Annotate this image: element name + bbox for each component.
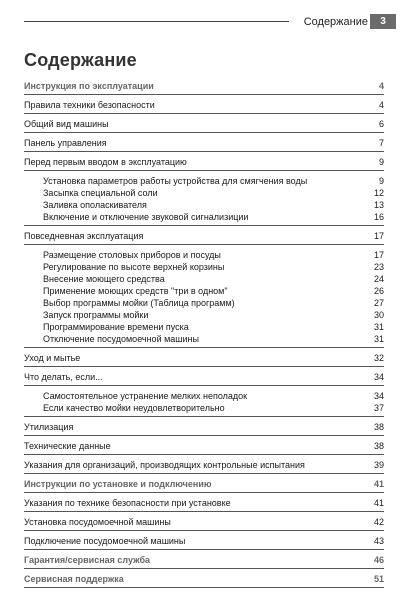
toc-entry [24, 497, 384, 509]
toc-subentry [24, 261, 384, 273]
toc-label: Сервисная поддержка [24, 574, 124, 584]
toc-label: Повседневная эксплуатация [24, 231, 144, 241]
toc-subentry [24, 249, 384, 261]
toc-page-number: 51 [373, 574, 384, 584]
toc-label: Инструкция по эксплуатации [24, 81, 154, 91]
toc-subentry [24, 309, 384, 321]
toc-page-number: 7 [378, 138, 384, 148]
toc-entry [24, 440, 384, 452]
toc-section [24, 554, 384, 566]
toc-subentry [24, 333, 384, 345]
toc-divider [24, 151, 384, 152]
toc-page-number: 16 [373, 212, 384, 222]
toc-page-number: 23 [373, 262, 384, 272]
toc-subentry [24, 285, 384, 297]
toc-entry [24, 118, 384, 130]
toc-label: Технические данные [24, 441, 111, 451]
header-rule [24, 21, 289, 22]
page-header [0, 14, 420, 32]
toc-divider [24, 549, 384, 550]
toc-page-number: 6 [378, 119, 384, 129]
header-title: Содержание [303, 16, 368, 28]
toc-entry [24, 459, 384, 471]
toc-label: Регулирование по высоте верхней корзины [43, 262, 225, 272]
toc-page-number: 13 [373, 200, 384, 210]
toc-page-number: 43 [373, 536, 384, 546]
toc-label: Гарантия/сервисная служба [24, 555, 151, 565]
toc-divider [24, 435, 384, 436]
toc-divider [24, 366, 384, 367]
toc-entry [24, 99, 384, 111]
toc-label: Что делать, если... [24, 372, 103, 382]
toc-subentry [24, 211, 384, 223]
page-title: Содержание [24, 50, 137, 70]
toc-label: Внесение моющего средства [43, 274, 165, 284]
toc-subentry [24, 175, 384, 187]
toc-divider [24, 492, 384, 493]
toc-page-number: 26 [373, 286, 384, 296]
toc-label: Если качество мойки неудовлетворительно [43, 403, 225, 413]
toc-divider [24, 244, 384, 245]
toc-divider [24, 454, 384, 455]
toc-page-number: 46 [373, 555, 384, 565]
toc-label: Подключение посудомоечной машины [24, 536, 186, 546]
toc-label: Размещение столовых приборов и посуды [43, 250, 221, 260]
toc-divider [24, 473, 384, 474]
toc-page-number: 24 [373, 274, 384, 284]
page-number-badge: 3 [370, 14, 396, 29]
toc-entry [24, 535, 384, 547]
toc-label: Самостоятельное устранение мелких неполадок [43, 391, 248, 401]
toc-page-number: 39 [373, 460, 384, 470]
toc-label: Указания для организаций, производящих контрольные испытания [24, 460, 305, 470]
toc-page-number: 42 [373, 517, 384, 527]
toc-page-number: 9 [378, 176, 384, 186]
toc-section [24, 573, 384, 585]
toc-subentry [24, 273, 384, 285]
toc-label: Правила техники безопасности [24, 100, 155, 110]
toc-page-number: 34 [373, 391, 384, 401]
toc-subentry [24, 297, 384, 309]
toc-page-number: 17 [373, 250, 384, 260]
toc-page-number: 37 [373, 403, 384, 413]
toc-label: Перед первым вводом в эксплуатацию [24, 157, 187, 167]
toc-entry [24, 352, 384, 364]
toc-label: Общий вид машины [24, 119, 109, 129]
toc-page-number: 38 [373, 441, 384, 451]
toc-entry [24, 230, 384, 242]
toc-subentry [24, 199, 384, 211]
toc-label: Запуск программы мойки [43, 310, 149, 320]
toc-divider [24, 416, 384, 417]
toc-page-number: 41 [373, 479, 384, 489]
toc-entry [24, 421, 384, 433]
toc-divider [24, 225, 384, 226]
toc-page-number: 12 [373, 188, 384, 198]
toc-divider [24, 587, 384, 588]
toc-subentry [24, 187, 384, 199]
toc-label: Утилизация [24, 422, 74, 432]
toc-page-number: 9 [378, 157, 384, 167]
toc-divider [24, 347, 384, 348]
toc-page-number: 31 [373, 322, 384, 332]
toc-divider [24, 385, 384, 386]
toc-label: Инструкции по установке и подключению [24, 479, 212, 489]
toc-page-number: 31 [373, 334, 384, 344]
toc-label: Отключение посудомоечной машины [43, 334, 199, 344]
toc-page-number: 30 [373, 310, 384, 320]
toc-entry [24, 156, 384, 168]
toc-divider [24, 530, 384, 531]
table-of-contents [24, 80, 384, 592]
toc-label: Засыпка специальной соли [43, 188, 158, 198]
toc-subentry [24, 321, 384, 333]
toc-page-number: 41 [373, 498, 384, 508]
toc-divider [24, 94, 384, 95]
toc-divider [24, 511, 384, 512]
toc-subentry [24, 402, 384, 414]
toc-section [24, 478, 384, 490]
toc-label: Программирование времени пуска [43, 322, 189, 332]
toc-label: Уход и мытье [24, 353, 81, 363]
toc-page-number: 4 [378, 81, 384, 91]
toc-section [24, 80, 384, 92]
toc-divider [24, 568, 384, 569]
toc-label: Выбор программы мойки (Таблица программ) [43, 298, 235, 308]
toc-label: Указания по технике безопасности при установке [24, 498, 231, 508]
toc-divider [24, 132, 384, 133]
toc-label: Установка параметров работы устройства для смягчения воды [43, 176, 308, 186]
toc-label: Панель управления [24, 138, 107, 148]
toc-label: Применение моющих средств "три в одном" [43, 286, 228, 296]
toc-page-number: 17 [373, 231, 384, 241]
toc-page-number: 32 [373, 353, 384, 363]
toc-divider [24, 170, 384, 171]
toc-subentry [24, 390, 384, 402]
toc-page-number: 34 [373, 372, 384, 382]
toc-label: Заливка ополаскивателя [43, 200, 147, 210]
toc-entry [24, 371, 384, 383]
toc-page-number: 38 [373, 422, 384, 432]
toc-label: Включение и отключение звуковой сигнализиции [43, 212, 249, 222]
toc-page-number: 4 [378, 100, 384, 110]
toc-entry [24, 137, 384, 149]
toc-label: Установка посудомоечной машины [24, 517, 171, 527]
toc-entry [24, 516, 384, 528]
toc-divider [24, 113, 384, 114]
toc-page-number: 27 [373, 298, 384, 308]
